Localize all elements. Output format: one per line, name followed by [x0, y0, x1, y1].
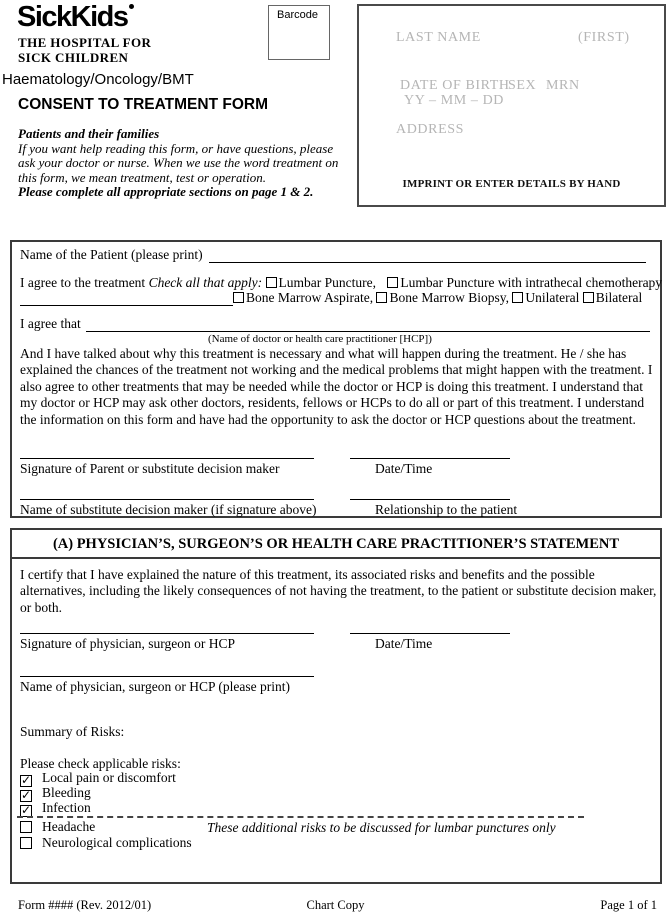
dob-format-placeholder: YY – MM – DD [404, 93, 505, 108]
consent-paragraph: And I have talked about why this treatment is necessary and what will happen during the treatment. He / she has explained the chances of the treatment not working and the medical problems that might happen with the treatment. I also agree to other treatments that may be needed while the doctor or HCP is doing this treatment. I understand that my doctor or HCP may ask other doctors, residents, fellows or HCPs to do all or part of this treatment. I understand the information on this form and have had the opportunity to ask the doctor or HCP questions about the treatment. [20, 346, 653, 427]
parent-signature-label: Signature of Parent or substitute decision maker [20, 461, 280, 476]
risk-row-neurological: Neurological complications [20, 835, 192, 851]
imprint-instruction: IMPRINT OR ENTER DETAILS BY HAND [402, 178, 621, 190]
checkbox-empty-icon[interactable] [20, 837, 32, 849]
patient-name-field[interactable] [209, 248, 646, 263]
option-bilateral[interactable]: Bilateral [583, 290, 642, 305]
parent-datetime-label: Date/Time [375, 461, 433, 476]
logo-text: SickKids [17, 1, 128, 33]
treatment-other-field[interactable] [20, 291, 233, 306]
hospital-name [18, 36, 151, 65]
patient-name-row [20, 247, 646, 263]
risk-row-local-pain: ✓ Local pain or discomfort [21, 770, 176, 787]
hcp-name-field[interactable] [86, 317, 650, 332]
treatment-options-row-2 [20, 290, 642, 306]
risk-row-infection: ✓ Infection [21, 800, 91, 817]
checkbox-icon[interactable] [233, 292, 244, 303]
address-placeholder: ADDRESS [396, 122, 464, 137]
physician-name-label: Name of physician, surgeon or HCP (please print) [20, 679, 290, 694]
logo-dot-icon [129, 4, 134, 9]
last-name-placeholder: LAST NAME [396, 30, 481, 45]
physician-section [10, 528, 662, 884]
risks-divider-dashed-line [17, 816, 584, 818]
substitute-name-field[interactable] [20, 499, 314, 500]
sex-placeholder: SEX [508, 78, 537, 93]
agree-that-label: I agree that [20, 316, 81, 331]
summary-of-risks-label: Summary of Risks: [20, 724, 125, 739]
sickkids-logo [17, 2, 134, 32]
relationship-label: Relationship to the patient [375, 502, 518, 517]
relationship-field[interactable] [350, 499, 510, 500]
physician-section-heading: (A) PHYSICIAN’S, SURGEON’S OR HEALTH CARE PRACTITIONER’S STATEMENT [12, 530, 660, 559]
department-title: Haematology/Oncology/BMT [2, 71, 194, 88]
dob-placeholder: DATE OF BIRTH [400, 78, 510, 93]
risks-intro-label: Please check applicable risks: [20, 756, 181, 771]
physician-datetime-label: Date/Time [375, 636, 433, 651]
option-lumbar-puncture[interactable]: Lumbar Puncture, [266, 275, 376, 290]
option-bone-marrow-biopsy[interactable]: Bone Marrow Biopsy, [376, 290, 509, 305]
checkbox-empty-icon[interactable] [20, 821, 32, 833]
certify-paragraph: I certify that I have explained the nature of this treatment, its associated risks and benefits and the possible alternatives, including the likely consequences of not having the treatment, to the patient or substitute decision maker, or both. [20, 567, 657, 615]
agree-that-row [20, 316, 650, 332]
physician-signature-field[interactable] [20, 633, 314, 634]
substitute-name-label: Name of substitute decision maker (if signature above) [20, 502, 317, 517]
hospital-line-1: THE HOSPITAL FOR [18, 35, 152, 50]
barcode-box [268, 5, 330, 60]
treatment-options-row-1 [20, 275, 662, 291]
parent-signature-field[interactable] [20, 458, 314, 459]
option-lumbar-puncture-intrathecal[interactable]: Lumbar Puncture with intrathecal chemotherapy [387, 275, 662, 290]
intro-instruction: Please complete all appropriate sections on page 1 & 2. [18, 184, 314, 200]
barcode-label: Barcode [277, 9, 318, 21]
checkbox-icon[interactable] [387, 277, 398, 288]
consent-section [10, 240, 662, 518]
footer-form-number: Form #### (Rev. 2012/01) [18, 898, 152, 912]
mrn-placeholder: MRN [546, 78, 580, 93]
patient-name-label: Name of the Patient (please print) [20, 247, 203, 262]
form-title: CONSENT TO TREATMENT FORM [18, 96, 268, 113]
option-bone-marrow-aspirate[interactable]: Bone Marrow Aspirate, [233, 290, 373, 305]
physician-name-field[interactable] [20, 676, 314, 677]
checkbox-checked-icon[interactable]: ✓ [21, 788, 32, 802]
check-all-note: Check all that apply: [148, 275, 263, 290]
checkbox-icon[interactable] [376, 292, 387, 303]
risk-row-headache: Headache [20, 819, 95, 835]
intro-note [18, 127, 352, 200]
physician-signature-label: Signature of physician, surgeon or HCP [20, 636, 235, 651]
physician-datetime-field[interactable] [350, 633, 510, 634]
risk-row-bleeding: ✓ Bleeding [21, 785, 91, 802]
lumbar-puncture-note: These additional risks to be discussed for lumbar punctures only [207, 820, 556, 835]
intro-heading: Patients and their families [18, 126, 160, 141]
parent-datetime-field[interactable] [350, 458, 510, 459]
footer-copy-type: Chart Copy [306, 898, 365, 912]
checkbox-checked-icon[interactable]: ✓ [21, 803, 32, 817]
checkbox-icon[interactable] [583, 292, 594, 303]
patient-imprint-box [357, 4, 666, 207]
checkbox-icon[interactable] [512, 292, 523, 303]
first-name-placeholder: (FIRST) [578, 30, 630, 45]
checkbox-checked-icon[interactable]: ✓ [21, 773, 32, 787]
agree-intro: I agree to the treatment [20, 275, 146, 290]
footer-page-number: Page 1 of 1 [600, 898, 657, 912]
option-unilateral[interactable]: Unilateral [512, 290, 579, 305]
hcp-caption: (Name of doctor or health care practitioner [HCP]) [208, 333, 432, 345]
hospital-line-2: SICK CHILDREN [18, 49, 129, 65]
checkbox-icon[interactable] [266, 277, 277, 288]
intro-body: If you want help reading this form, or have questions, please ask your doctor or nurse. When we use the word treatment on this form, we mean treatment, test or operation. [18, 140, 339, 185]
